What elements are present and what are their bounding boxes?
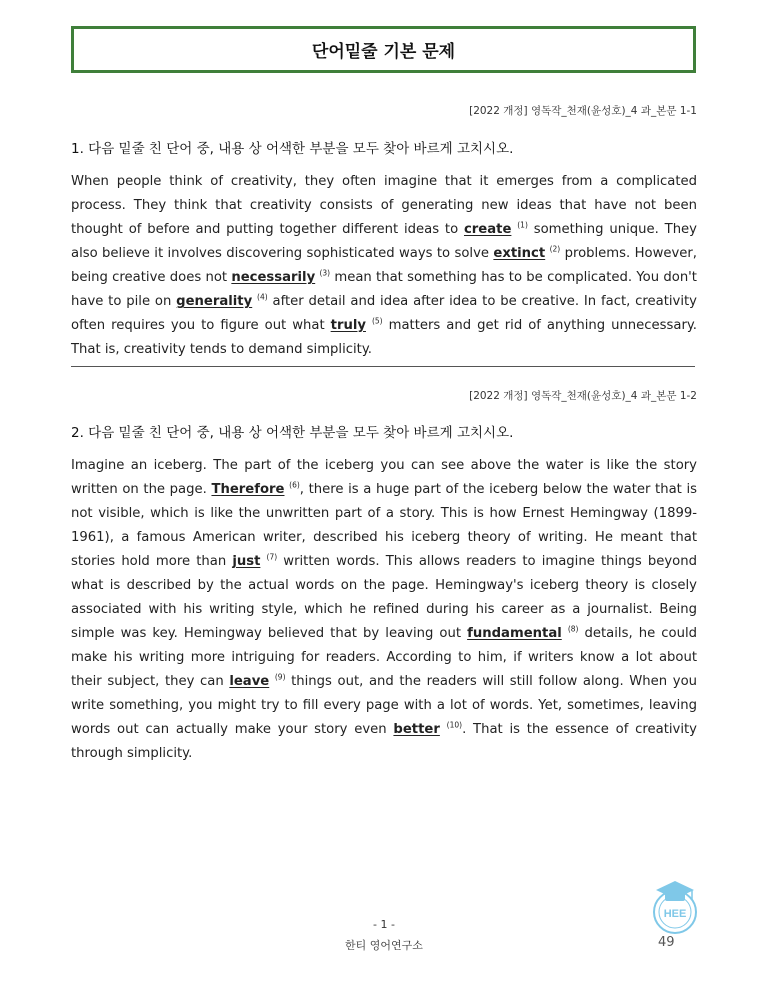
underlined-word: better	[393, 722, 440, 737]
answer-line	[71, 366, 695, 367]
underlined-word: generality	[176, 294, 253, 309]
blank-number: (4)	[257, 292, 268, 302]
underlined-word: leave	[229, 674, 270, 689]
blank-number: (8)	[567, 624, 579, 634]
q2-source: [2022 개정] 영독작_천재(윤성호)_4 과_본문 1-2	[469, 390, 697, 402]
blank-number: (3)	[319, 268, 331, 278]
blank-number: (10)	[446, 720, 463, 730]
underlined-word: fundamental	[467, 626, 562, 641]
blank-number: (6)	[289, 480, 300, 490]
blank-number: (5)	[371, 316, 383, 326]
q1-passage	[71, 170, 697, 362]
blank-number: (2)	[549, 244, 561, 254]
q2-passage-text: Imagine an iceberg. The part of the iceberg you can see above the water is like the story written on the page. Therefore $^{(6)}$, there is a huge part of the iceberg below the water that is not visible, which is like the unwritten part of a story. This is how Ernest Hemingway (1899-1961), a famous American writer, described his iceberg theory of writing. He meant that stories hold more than just $^{(7)}$ written words. This allows readers to imagine things beyond what is described by the actual words on the page. Hemingway's iceberg theory is closely associated with his writing style, which he refined during his career as a journalist. Being simple was key. Hemingway believed that by leaving out fundamental $^{(8)}$ details, he could make his writing more intriguing for readers. According to him, if writers know a lot about their subject, they can leave $^{(9)}$ things out, and the readers will still follow along. When you write something, you might try to fill every page with a lot of words. Yet, sometimes, leaving words out can actually make your story even better $^{(10)}$. That is the essence of creativity through simplicity.	[71, 458, 697, 761]
footer-institute: 한티 영어연구소	[345, 939, 423, 952]
underlined-word: truly	[330, 318, 366, 333]
q1-passage-text: When people think of creativity, they often imagine that it emerges from a complicated process. They think that creativity consists of generating new ideas that have not been thought of before and putting together different ideas to create $^{(1)}$ something unique. They also believe it involves discovering sophisticated ways to solve extinct $^{(2)}$ problems. However, being creative does not necessarily $^{(3)}$ mean that something has to be complicated. You don't have to pile on generality $^{(4)}$ after detail and idea after idea to be creative. In fact, creativity often requires you to figure out what truly $^{(5)}$ matters and get rid of anything unnecessary. That is, creativity tends to demand simplicity.	[71, 174, 698, 357]
blank-number: (7)	[266, 552, 278, 562]
underlined-word: necessarily	[231, 270, 316, 285]
underlined-word: just	[232, 554, 261, 569]
q2-passage	[71, 454, 697, 766]
page-title: 단어밑줄 기본 문제	[311, 42, 456, 62]
footer-page-marker: - 1 -	[373, 918, 395, 931]
q1-question: 1. 다음 밑줄 친 단어 중, 내용 상 어색한 부분을 모두 찾아 바르게 고치시오.	[71, 141, 514, 157]
blank-number: (1)	[517, 220, 528, 230]
svg-text:HEE: HEE	[663, 908, 687, 920]
blank-number: (9)	[274, 672, 286, 682]
q2-question: 2. 다음 밑줄 친 단어 중, 내용 상 어색한 부분을 모두 찾아 바르게 고치시오.	[71, 425, 514, 441]
underlined-word: Therefore	[211, 482, 285, 497]
page-number: 49	[658, 935, 675, 950]
underlined-word: create	[463, 222, 512, 237]
title-box	[71, 26, 696, 73]
underlined-word: extinct	[493, 246, 546, 261]
q1-source: [2022 개정] 영독작_천재(윤성호)_4 과_본문 1-1	[469, 105, 697, 117]
